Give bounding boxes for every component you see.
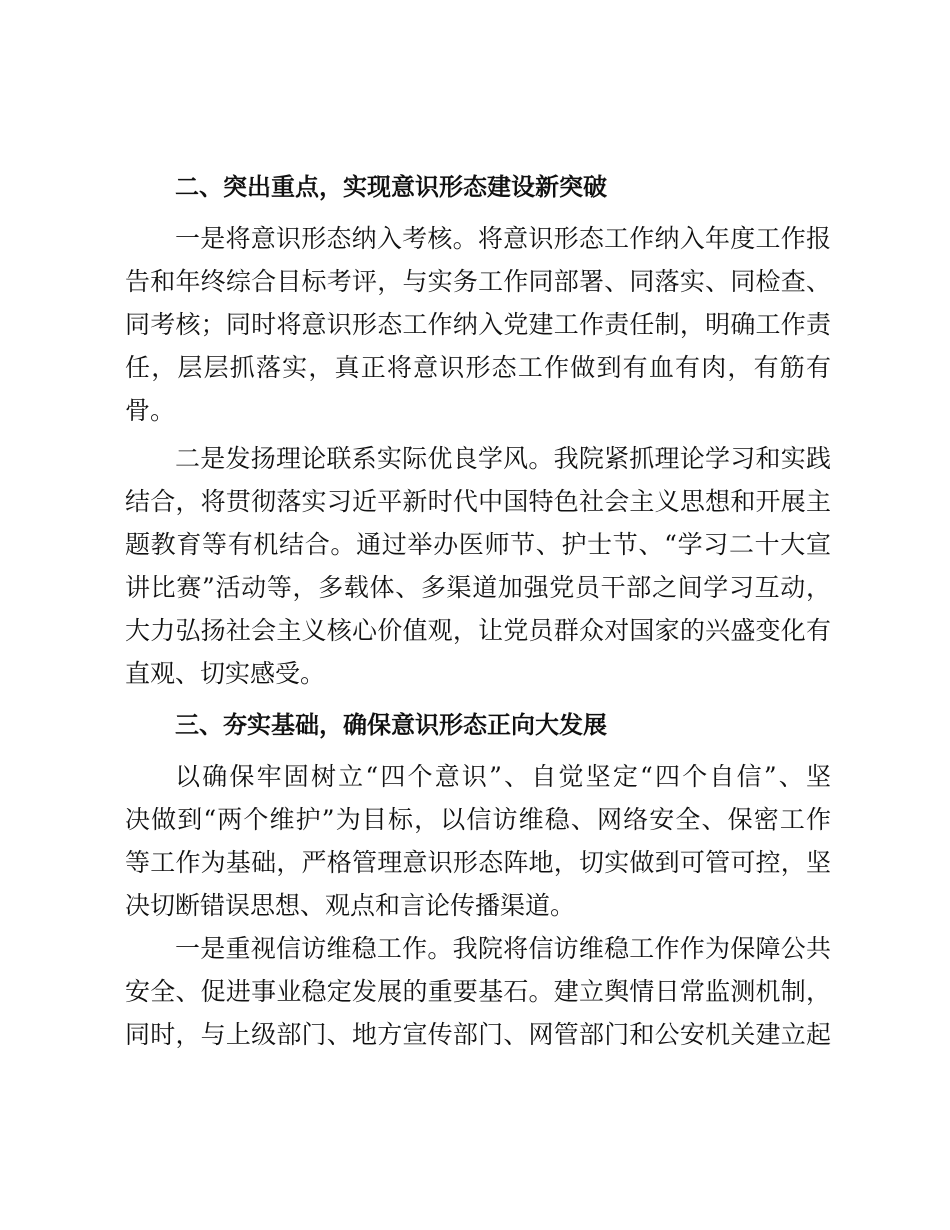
- text-line: 题教育等有机结合。通过举办医师节、护士节、“学习二十大宣: [125, 530, 831, 559]
- document-page: [125, 166, 831, 1056]
- section-heading-3: 三、夯实基础，确保意识形态正向大发展: [175, 711, 607, 739]
- text-line: 以确保牢固树立“四个意识”、自觉坚定“四个自信”、坚: [175, 762, 831, 791]
- text-line: 决切断错误思想、观点和言论传播渠道。: [125, 891, 576, 920]
- paragraph-petition-stability: [125, 927, 831, 1056]
- text-line: 一是将意识形态纳入考核。将意识形态工作纳入年度工作报: [175, 224, 831, 253]
- text-line: 一是重视信访维稳工作。我院将信访维稳工作作为保障公共: [175, 934, 831, 963]
- text-line: 骨。: [125, 396, 176, 425]
- paragraph-study-style: [125, 437, 831, 695]
- paragraph-assessment: [125, 217, 831, 432]
- text-line: 大力弘扬社会主义核心价值观，让党员群众对国家的兴盛变化有: [125, 616, 831, 645]
- text-line: 决做到“两个维护”为目标，以信访维稳、网络安全、保密工作: [125, 805, 831, 834]
- text-line: 讲比赛”活动等，多载体、多渠道加强党员干部之间学习互动，: [125, 573, 831, 602]
- section-heading-2: 二、突出重点，实现意识形态建设新突破: [175, 173, 607, 201]
- paragraph-foundation: [125, 755, 831, 927]
- text-line: 直观、切实感受。: [125, 659, 326, 688]
- text-line: 安全、促进事业稳定发展的重要基石。建立舆情日常监测机制，: [125, 977, 831, 1006]
- text-line: 结合，将贯彻落实习近平新时代中国特色社会主义思想和开展主: [125, 487, 831, 516]
- text-line: 同时，与上级部门、地方宣传部门、网管部门和公安机关建立起: [125, 1020, 831, 1049]
- text-line: 二是发扬理论联系实际优良学风。我院紧抓理论学习和实践: [175, 444, 831, 473]
- text-line: 同考核；同时将意识形态工作纳入党建工作责任制，明确工作责: [125, 310, 831, 339]
- text-line: 任，层层抓落实，真正将意识形态工作做到有血有肉，有筋有: [125, 353, 831, 382]
- text-line: 告和年终综合目标考评，与实务工作同部署、同落实、同检查、: [125, 267, 831, 296]
- text-line: 等工作为基础，严格管理意识形态阵地，切实做到可管可控，坚: [125, 848, 831, 877]
